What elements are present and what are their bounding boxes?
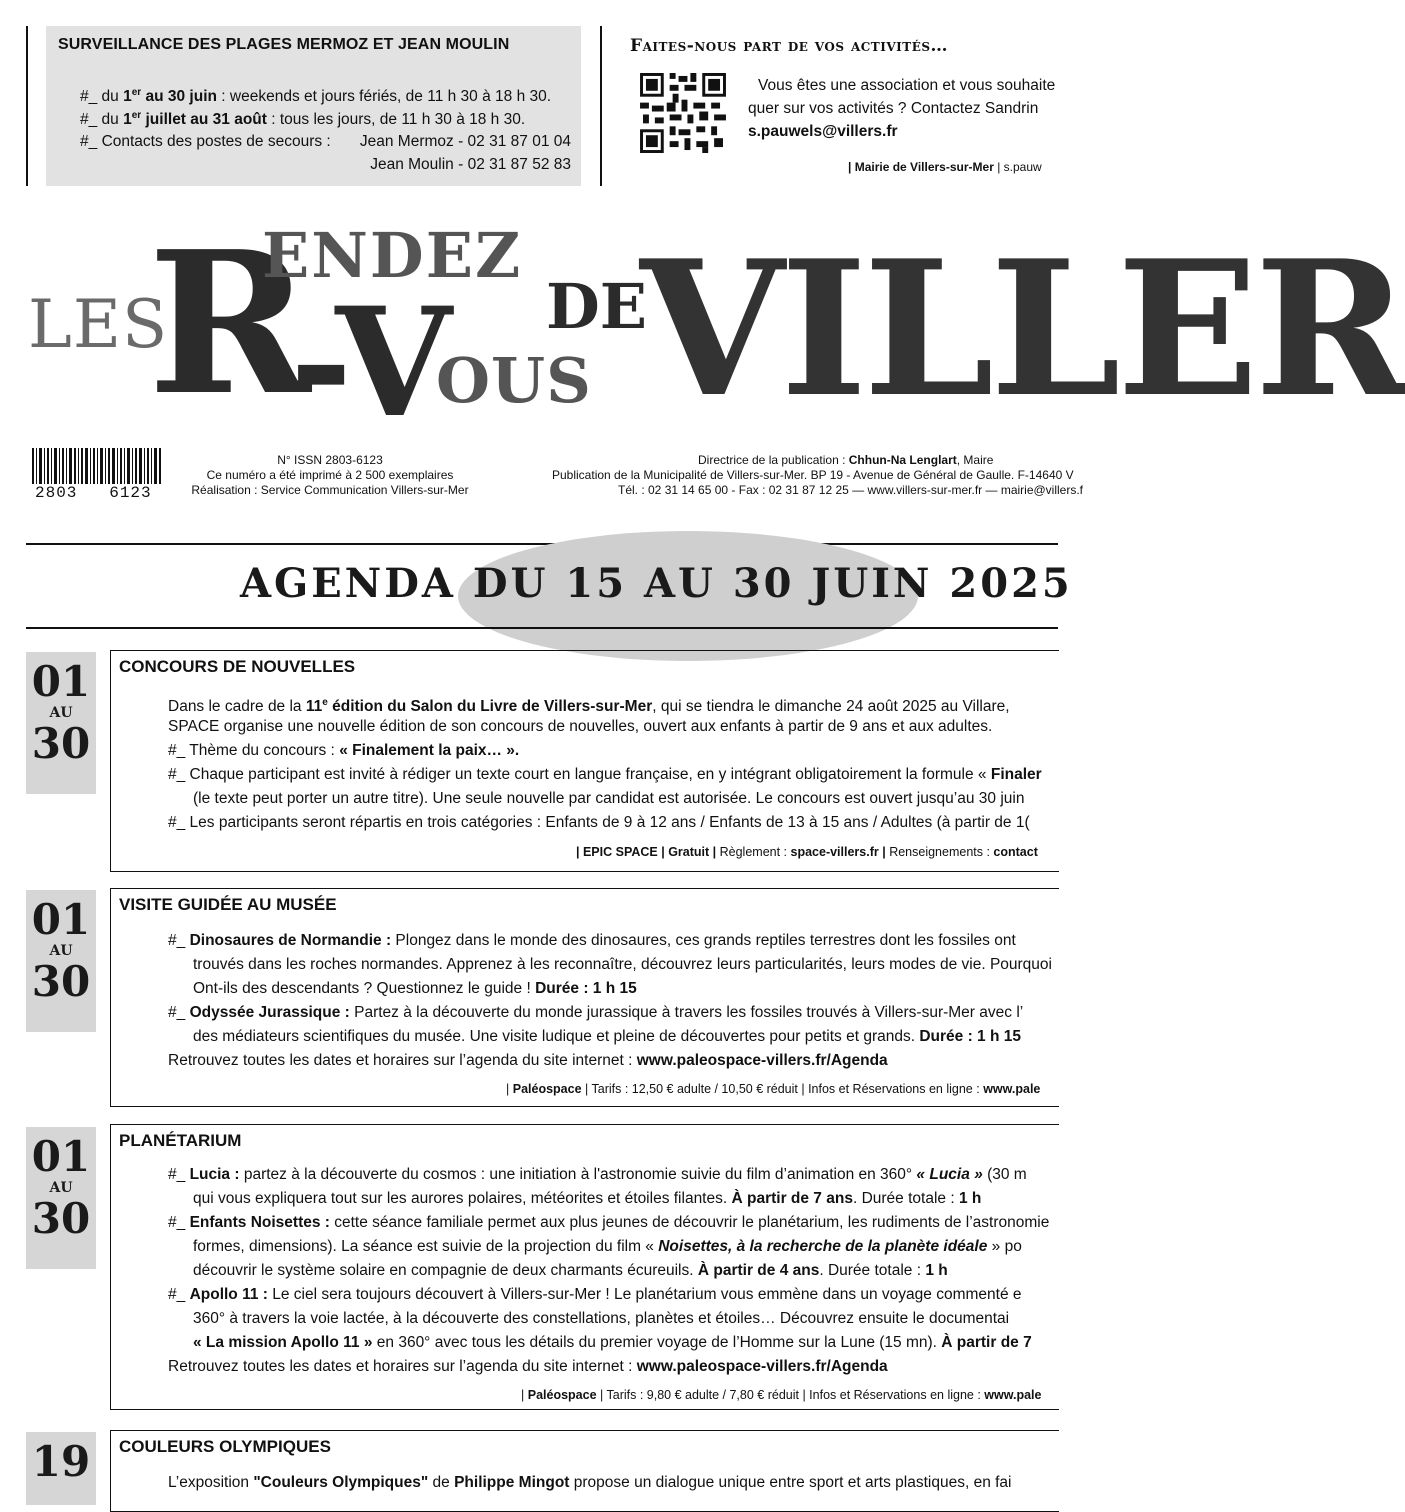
event3-footer bbox=[521, 1388, 1041, 1402]
event3-date-au: AU bbox=[49, 1180, 73, 1196]
event2-title: VISITE GUIDÉE AU MUSÉE bbox=[119, 895, 337, 914]
event3-line5 bbox=[193, 1261, 948, 1280]
event3-l3-c: cette séance familiale permet aux plus jeunes de découvrir le planétarium, les rudiments de l’astronomie bbox=[329, 1214, 1050, 1231]
event1-l1-sup: e bbox=[322, 697, 328, 708]
event2-footer bbox=[506, 1082, 1040, 1096]
event2-l1-c: Plongez dans le monde des dinosaures, ces grands reptiles terrestres dont les fossiles ont bbox=[391, 932, 1016, 949]
event4-l1-d: Philippe Mingot bbox=[454, 1474, 570, 1491]
event3-l2-a: qui vous expliquera tout sur les aurores polaires, météorites et étoiles filantes. bbox=[193, 1190, 732, 1207]
event1-foot-contact[interactable]: contact bbox=[993, 845, 1038, 859]
event3-l8-b: en 360° avec tous les détails du premier voyage de l’Homme sur la Lune (15 mn). bbox=[372, 1334, 942, 1351]
plages-line-summer bbox=[80, 110, 525, 129]
event2-l3-b: Durée : 1 h 15 bbox=[535, 980, 637, 997]
plages-line1-range: au 30 juin bbox=[141, 88, 217, 106]
event3-l6-c: Le ciel sera toujours découvert à Villers-sur-Mer ! Le planétarium vous emmène dans un voyage commenté e bbox=[267, 1286, 1022, 1303]
event1-l4-a: #_ Chaque participant est invité à rédiger un texte court en langue française, en y intégrant obligatoirement la formule « bbox=[168, 766, 991, 783]
event3-l2-b: À partir de 7 ans bbox=[731, 1190, 853, 1207]
barcode-number bbox=[35, 484, 152, 502]
event1-title: CONCOURS DE NOUVELLES bbox=[119, 657, 356, 676]
event2-line3 bbox=[193, 979, 637, 998]
event2-foot-link[interactable]: www.pale bbox=[983, 1082, 1041, 1096]
plages-line2-hours: : tous les jours, de 11 h 30 à 18 h 30. bbox=[266, 111, 526, 129]
rule-bottom bbox=[26, 627, 1058, 629]
event2-date bbox=[26, 890, 96, 1032]
activites-text-line2: quer sur vos activités ? Contactez Sandrin bbox=[748, 100, 1039, 117]
event1-foot-link[interactable]: space-villers.fr | bbox=[790, 845, 886, 859]
qr-code-icon[interactable] bbox=[640, 73, 726, 153]
plages-line2-prefix: #_ du bbox=[80, 111, 124, 129]
event3-l5-d: 1 h bbox=[925, 1262, 948, 1279]
event4-date-start: 19 bbox=[31, 1437, 91, 1486]
event1-footer bbox=[576, 845, 1038, 859]
event1-l1-c: édition du Salon du Livre de Villers-sur-Mer bbox=[327, 698, 653, 716]
contact-mermoz: Jean Mermoz - 02 31 87 01 04 bbox=[359, 133, 571, 150]
activites-credit bbox=[848, 160, 1042, 174]
event2-line6 bbox=[168, 1051, 888, 1070]
event2-l6-a: Retrouvez toutes les dates et horaires sur l’agenda du site internet : bbox=[168, 1052, 637, 1069]
event1-line1 bbox=[168, 693, 1010, 716]
event1-l1-b: 11 bbox=[305, 698, 323, 716]
event4-l1-b: "Couleurs Olympiques" bbox=[253, 1474, 429, 1491]
event1-l3-a: #_ Thème du concours : bbox=[168, 742, 340, 759]
plages-line1-prefix: #_ du bbox=[80, 88, 124, 106]
event3-line1 bbox=[168, 1165, 1027, 1184]
event2-foot-c: | Tarifs : 12,50 € adulte / 10,50 € réduit | Infos et Réservations en ligne : bbox=[581, 1082, 984, 1096]
event2-l1-b: Dinosaures de Normandie : bbox=[189, 932, 392, 949]
event2-l4-b: Odyssée Jurassique : bbox=[189, 1004, 350, 1021]
plages-line2-sup: er bbox=[131, 110, 142, 121]
event1-foot-b: Règlement : bbox=[716, 845, 791, 859]
event3-l3-a: #_ bbox=[168, 1214, 190, 1231]
event3-line7: 360° à travers la voie lactée, à la découverte des constellations, planètes et étoiles… Découvrez ensuite le documentai bbox=[193, 1310, 1010, 1327]
event3-l8-a: « La mission Apollo 11 » bbox=[193, 1334, 373, 1351]
event2-line4 bbox=[168, 1003, 1023, 1022]
event1-date-au: AU bbox=[49, 705, 73, 721]
event3-l4-b: Noisettes, à la recherche de la planète idéale bbox=[658, 1238, 988, 1255]
publication-address: Publication de la Municipalité de Villers-sur-Mer. BP 19 - Avenue de Général de Gaulle. F-14640 V bbox=[552, 468, 1074, 482]
print-run: Ce numéro a été imprimé à 2 500 exemplaires bbox=[206, 468, 454, 482]
event1-foot-a: | EPIC SPACE | Gratuit | bbox=[576, 845, 717, 859]
event2-date-start: 01 bbox=[31, 895, 91, 944]
event1-line4 bbox=[168, 765, 1042, 784]
event1-l4-b: Finaler bbox=[990, 766, 1042, 783]
event4-l1-a: L’exposition bbox=[168, 1474, 254, 1491]
event2-l3-a: Ont-ils des descendants ? Questionnez le guide ! bbox=[193, 980, 536, 997]
event2-foot-a: | bbox=[506, 1082, 513, 1096]
event1-date-start: 01 bbox=[31, 657, 91, 706]
plages-line2-day: 1 bbox=[123, 111, 132, 129]
event4-l1-c: de bbox=[428, 1474, 455, 1491]
event3-l5-a: découvrir le système solaire en compagnie de deux charmants écureuils. bbox=[193, 1262, 698, 1279]
masthead-dash-v: -V bbox=[290, 275, 446, 451]
event3-title: PLANÉTARIUM bbox=[119, 1131, 242, 1150]
activites-credit-email: | s.pauw bbox=[993, 160, 1042, 174]
plages-line2-range: juillet au 31 août bbox=[141, 111, 267, 129]
event3-l6-a: #_ bbox=[168, 1286, 190, 1303]
activites-title: Faites-nous part de vos activités… bbox=[630, 36, 949, 56]
event1-line5: (le texte peut porter un autre titre). Une seule nouvelle par candidat est autorisée. Le concours est ouvert jusqu’au 30 juin bbox=[193, 790, 1025, 807]
event3-l1-b: Lucia : bbox=[189, 1166, 240, 1183]
event3-l8-c: À partir de 7 bbox=[941, 1334, 1032, 1351]
event1-line6: #_ Les participants seront répartis en trois catégories : Enfants de 9 à 12 ans / Enfants de 13 à 15 ans / Adultes (à partir de 1( bbox=[168, 814, 1030, 831]
event3-l4-c: » po bbox=[987, 1238, 1022, 1255]
event2-l4-c: Partez à la découverte du monde jurassique à travers les fossiles trouvés à Villers-sur-Mer avec l’ bbox=[349, 1004, 1024, 1021]
event3-l1-d: « Lucia » bbox=[916, 1166, 983, 1183]
event3-line9 bbox=[168, 1357, 888, 1376]
event2-l5-a: des médiateurs scientifiques du musée. Une visite ludique et pleine de découvertes pour petits et grands. bbox=[193, 1028, 920, 1045]
event3-date-start: 01 bbox=[31, 1132, 91, 1181]
directrice-name: Chhun-Na Lenglart bbox=[848, 453, 957, 467]
event3-l5-c: . Durée totale : bbox=[819, 1262, 926, 1279]
event1-line3 bbox=[168, 741, 519, 760]
event2-l1-a: #_ bbox=[168, 932, 190, 949]
event3-agenda-link[interactable]: www.paleospace-villers.fr/Agenda bbox=[636, 1358, 888, 1375]
plages-line3-prefix: #_ bbox=[80, 133, 102, 150]
event3-l1-a: #_ bbox=[168, 1166, 190, 1183]
plages-line-june bbox=[80, 87, 551, 106]
event3-l1-c: partez à la découverte du cosmos : une initiation à l'astronomie suivie du film d’animation en 360° bbox=[239, 1166, 917, 1183]
event2-line1 bbox=[168, 931, 1016, 950]
event3-l5-b: À partir de 4 ans bbox=[697, 1262, 820, 1279]
event3-foot-a: | bbox=[521, 1388, 528, 1402]
event2-line5 bbox=[193, 1027, 1021, 1046]
event3-foot-org: Paléospace bbox=[527, 1388, 597, 1402]
masthead-de: DE bbox=[546, 270, 648, 343]
plages-line-contacts bbox=[80, 133, 331, 151]
directrice-role: , Maire bbox=[956, 453, 994, 467]
event1-date-end: 30 bbox=[31, 719, 91, 768]
contact-line: Tél. : 02 31 14 65 00 - Fax : 02 31 87 12 25 — www.villers-sur-mer.fr — mairie@villers.f bbox=[618, 483, 1084, 497]
event3-card bbox=[110, 1124, 1059, 1410]
contact-moulin: Jean Moulin - 02 31 87 52 83 bbox=[370, 156, 571, 173]
event1-line2: SPACE organise une nouvelle édition de son concours de nouvelles, ouvert aux enfants à partir de 9 ans et aux adultes. bbox=[168, 718, 993, 735]
event3-line4 bbox=[193, 1237, 1022, 1256]
left-rule bbox=[26, 26, 28, 186]
event3-line3 bbox=[168, 1213, 1049, 1232]
plages-box bbox=[46, 26, 581, 186]
plages-line1-day: 1 bbox=[123, 88, 132, 106]
barcode-icon bbox=[32, 448, 162, 484]
event3-l1-e: (30 m bbox=[982, 1166, 1027, 1183]
masthead-les: LES bbox=[28, 286, 169, 363]
event1-date bbox=[26, 652, 96, 794]
event2-agenda-link[interactable]: www.paleospace-villers.fr/Agenda bbox=[636, 1052, 888, 1069]
imprint-left bbox=[180, 453, 480, 498]
activites-text-line1: Vous êtes une association et vous souhaite bbox=[758, 77, 1056, 94]
event3-foot-link[interactable]: www.pale bbox=[984, 1388, 1042, 1402]
event3-foot-c: | Tarifs : 9,80 € adulte / 7,80 € réduit | Infos et Réservations en ligne : bbox=[596, 1388, 985, 1402]
event3-l9-a: Retrouvez toutes les dates et horaires sur l’agenda du site internet : bbox=[168, 1358, 637, 1375]
event3-line8 bbox=[193, 1333, 1032, 1352]
event4-l1-e: propose un dialogue unique entre sport et arts plastiques, en fai bbox=[569, 1474, 1012, 1491]
issn: N° ISSN 2803-6123 bbox=[277, 453, 383, 467]
event4-card bbox=[110, 1430, 1059, 1512]
masthead-r: R bbox=[148, 209, 311, 439]
event3-line6 bbox=[168, 1285, 1022, 1304]
barcode-number-b: 6123 bbox=[109, 484, 152, 502]
event2-date-end: 30 bbox=[31, 957, 91, 1006]
event3-l3-b: Enfants Noisettes : bbox=[189, 1214, 330, 1231]
masthead-endez: ENDEZ bbox=[262, 219, 523, 292]
event4-date bbox=[26, 1432, 96, 1505]
directrice bbox=[552, 453, 1058, 468]
plages-line1-hours: : weekends et jours fériés, de 11 h 30 à 18 h 30. bbox=[217, 88, 552, 106]
plages-contacts-label: Contacts des postes de secours : bbox=[101, 133, 331, 150]
event2-foot-org: Paléospace bbox=[512, 1082, 582, 1096]
event3-l2-d: 1 h bbox=[958, 1190, 982, 1207]
event3-date-end: 30 bbox=[31, 1194, 91, 1243]
event3-l2-c: . Durée totale : bbox=[852, 1190, 959, 1207]
event3-l6-b: Apollo 11 : bbox=[189, 1286, 268, 1303]
event1-l1-a: Dans le cadre de la bbox=[168, 698, 306, 716]
event1-l3-b: « Finalement la paix… ». bbox=[339, 742, 520, 759]
imprint-right bbox=[552, 453, 1084, 498]
realisation: Réalisation : Service Communication Villers-sur-Mer bbox=[191, 483, 469, 497]
agenda-title: AGENDA DU 15 AU 30 JUIN 2025 bbox=[240, 560, 1073, 607]
activites-email-link[interactable]: s.pauwels@villers.fr bbox=[748, 123, 898, 140]
event2-card bbox=[110, 888, 1059, 1107]
event4-title: COULEURS OLYMPIQUES bbox=[119, 1437, 331, 1456]
masthead-ous: OUS bbox=[436, 344, 592, 417]
event3-line2 bbox=[193, 1189, 981, 1208]
event2-date-au: AU bbox=[49, 943, 73, 959]
event2-l5-b: Durée : 1 h 15 bbox=[919, 1028, 1021, 1045]
barcode-number-a: 2803 bbox=[35, 484, 78, 502]
plages-title: SURVEILLANCE DES PLAGES MERMOZ ET JEAN MOULIN bbox=[58, 36, 510, 53]
directrice-label: Directrice de la publication : bbox=[698, 453, 849, 467]
event2-line2: trouvés dans les roches normandes. Apprenez à les reconnaître, découvrez leurs particularités, leurs modes de vie. Pourquoi bbox=[193, 956, 1052, 973]
event4-line1 bbox=[168, 1473, 1012, 1492]
event3-date bbox=[26, 1127, 96, 1269]
column-divider bbox=[600, 26, 602, 186]
event1-l1-d: , qui se tiendra le dimanche 24 août 2025 au Villare, bbox=[652, 698, 1010, 716]
masthead-villers: VILLER bbox=[640, 219, 1405, 438]
event2-l4-a: #_ bbox=[168, 1004, 190, 1021]
plages-line1-sup: er bbox=[131, 87, 142, 98]
activites-credit-mairie: | Mairie de Villers-sur-Mer bbox=[848, 160, 994, 174]
event1-card bbox=[110, 650, 1059, 872]
event1-foot-d: Renseignements : bbox=[885, 845, 994, 859]
event3-l4-a: formes, dimensions). La séance est suivie de la projection du film « bbox=[193, 1238, 659, 1255]
